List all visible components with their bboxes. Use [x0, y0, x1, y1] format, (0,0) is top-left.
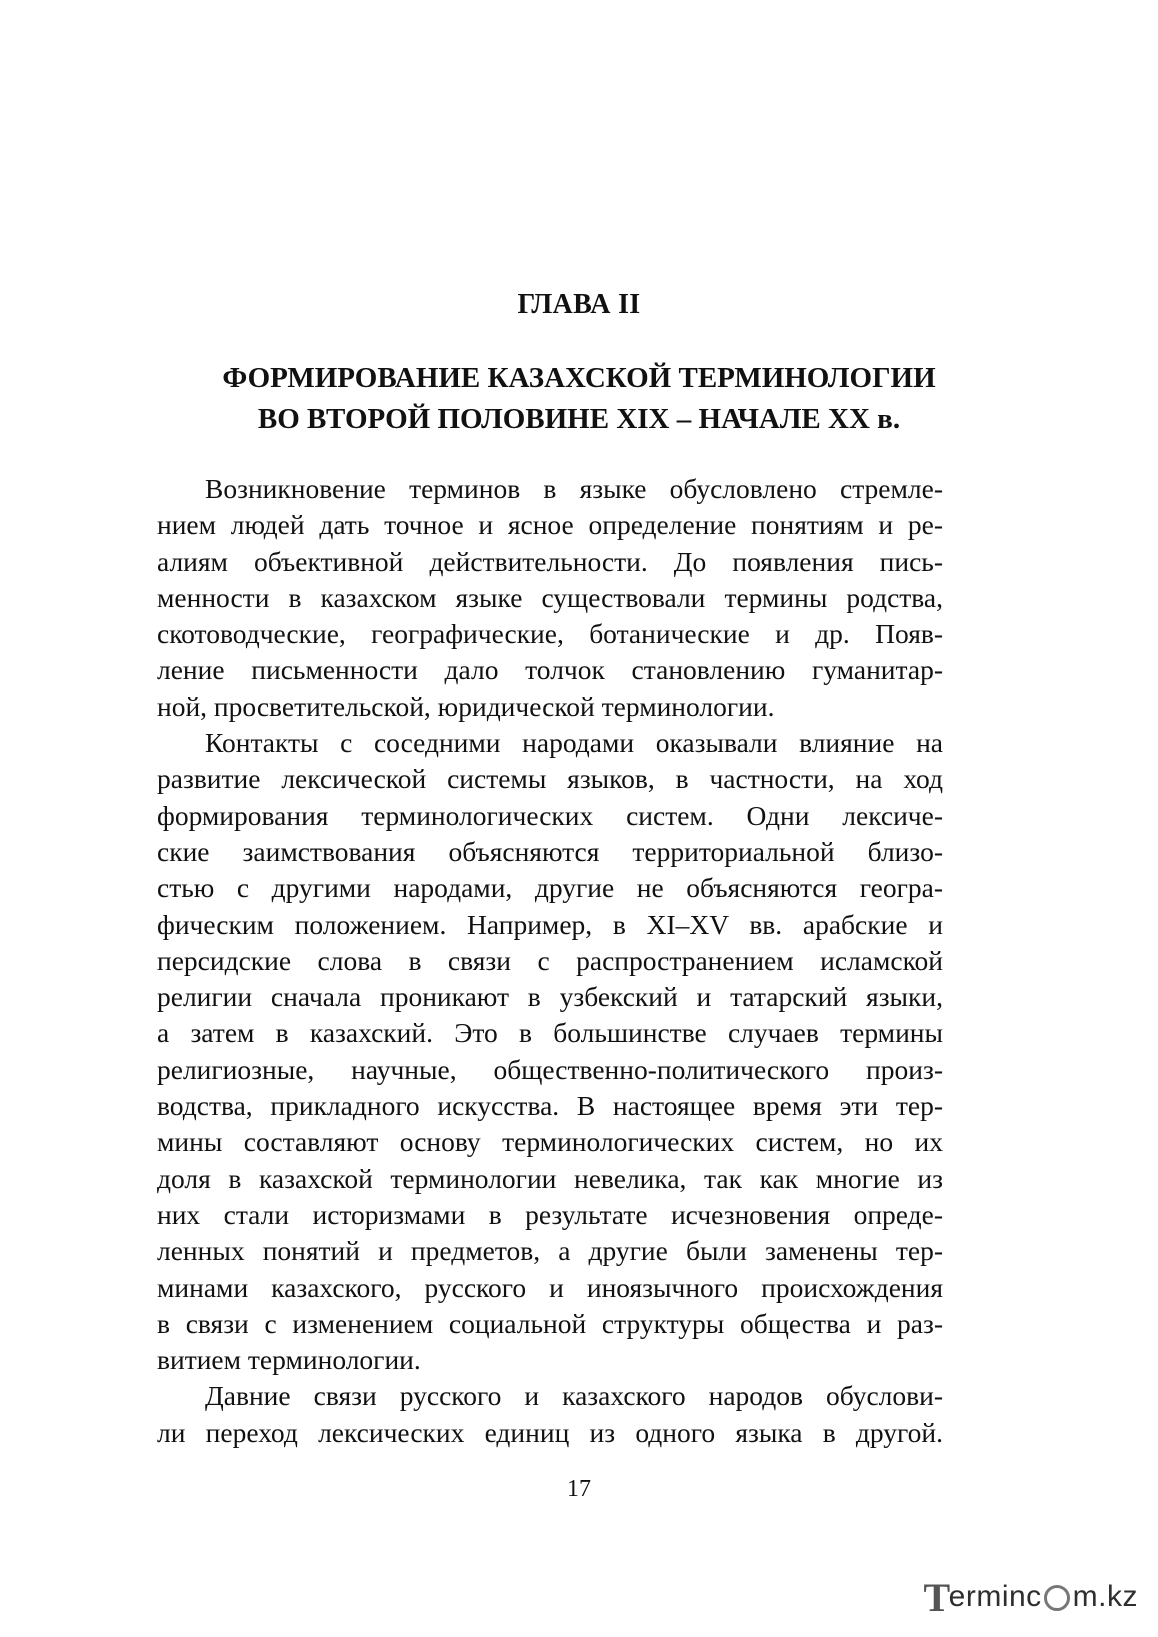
body-line: в связи с изменением социальной структуры общества и раз-: [157, 1307, 943, 1339]
body-line: религиозные, научные, общественно-политического произ-: [157, 1053, 943, 1085]
body-line: ленных понятий и предметов, а другие были заменены тер-: [157, 1235, 943, 1267]
body-text: [157, 471, 943, 1451]
body-line: фическим положением. Например, в XI–XV вв. арабские и: [157, 908, 943, 940]
body-line: ли переход лексических единиц из одного языка в другой.: [157, 1416, 943, 1448]
body-line: Возникновение терминов в языке обусловлено стремле-: [205, 473, 943, 504]
watermark-text-part-2: m.kz: [1072, 1580, 1138, 1613]
body-line: стью с другими народами, другие не объясняются геогра-: [157, 872, 943, 904]
body-line: формирования терминологических систем. Одни лексиче-: [157, 799, 943, 831]
body-line: персидские слова в связи с распространением исламской: [157, 944, 943, 976]
body-line: минами казахского, русского и иноязычного происхождения: [157, 1271, 943, 1303]
body-line: нием людей дать точное и ясное определение понятиям и ре-: [157, 509, 943, 541]
chapter-title-line-1: ФОРМИРОВАНИЕ КАЗАХСКОЙ ТЕРМИНОЛОГИИ: [222, 362, 936, 394]
body-line: Давние связи русского и казахского народов обуслови-: [205, 1380, 943, 1412]
termincom-watermark-logo: [923, 1575, 1138, 1619]
body-line: ление письменности дало толчок становлению гуманитар-: [157, 654, 943, 686]
chapter-title: [0, 358, 1158, 440]
body-line: ские заимствования объясняются территориальной близо-: [157, 835, 943, 867]
body-line: мины составляют основу терминологических систем, но их: [157, 1126, 943, 1158]
body-line: скотоводческие, географические, ботанические и др. Появ-: [157, 618, 943, 650]
body-line: них стали историзмами в результате исчезновения опреде-: [157, 1198, 943, 1230]
watermark-text-part-1: erminc: [948, 1580, 1042, 1613]
body-line: доля в казахской терминологии невелика, так как многие из: [157, 1162, 943, 1194]
chapter-title-line-2: ВО ВТОРОЙ ПОЛОВИНЕ XIX – НАЧАЛЕ XX в.: [257, 403, 901, 435]
body-line: религии сначала проникают в узбекский и татарский языки,: [157, 981, 943, 1013]
body-line: витием терминологии.: [157, 1344, 421, 1376]
body-line: Контакты с соседними народами оказывали влияние на: [205, 727, 943, 759]
body-line: менности в казахском языке существовали термины родства,: [157, 581, 943, 613]
body-line: ной, просветительской, юридической терминологии.: [157, 690, 775, 722]
page-number: 17: [567, 1476, 591, 1502]
body-line: водства, прикладного искусства. В настоящее время эти тер-: [157, 1090, 943, 1122]
magnifier-icon: [1044, 1585, 1070, 1611]
body-line: а затем в казахский. Это в большинстве случаев термины: [157, 1017, 943, 1049]
watermark-t-letter: T: [923, 1574, 951, 1620]
body-line: алиям объективной действительности. До появления пись-: [157, 545, 943, 577]
body-line: развитие лексической системы языков, в частности, на ход: [157, 763, 943, 795]
chapter-heading: ГЛАВА II: [517, 289, 641, 320]
